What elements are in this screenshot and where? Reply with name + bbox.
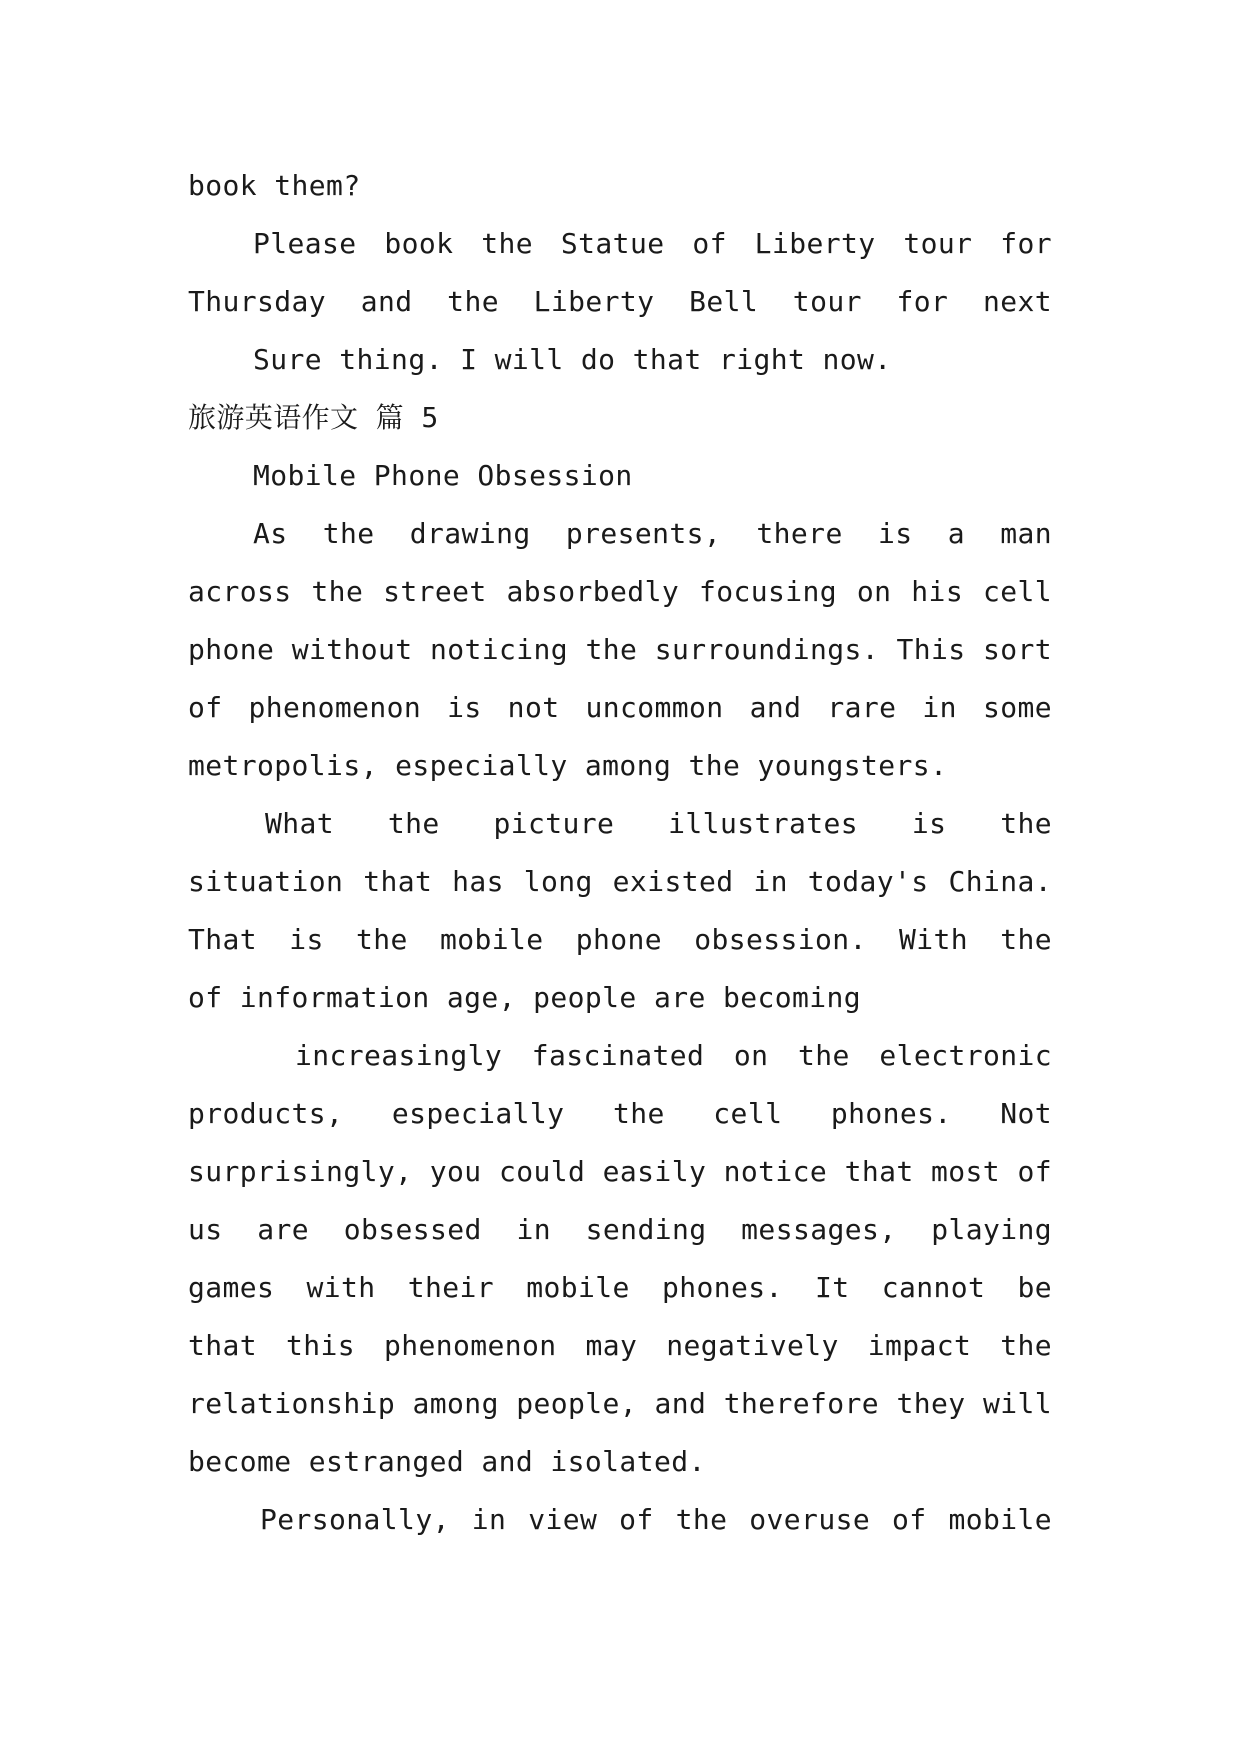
text-line: phone without noticing the surroundings. This sort: [188, 633, 1052, 666]
text-line: that this phenomenon may negatively impact the: [188, 1329, 1052, 1362]
essay-title: Mobile Phone Obsession: [253, 459, 633, 492]
section-heading: 旅游英语作文 篇 5: [188, 401, 439, 434]
text-line: increasingly fascinated on the electronic: [295, 1039, 1052, 1072]
text-line: become estranged and isolated.: [188, 1445, 706, 1478]
text-line: Thursday and the Liberty Bell tour for next: [188, 285, 1052, 318]
text-line: games with their mobile phones. It cannot be: [188, 1271, 1052, 1304]
text-line: of phenomenon is not uncommon and rare in some: [188, 691, 1052, 724]
text-line: across the street absorbedly focusing on his cell: [188, 575, 1052, 608]
text-line: products, especially the cell phones. Not: [188, 1097, 1052, 1130]
text-line: surprisingly, you could easily notice that most of: [188, 1155, 1052, 1188]
text-line: relationship among people, and therefore they will: [188, 1387, 1052, 1420]
text-line: of information age, people are becoming: [188, 981, 862, 1014]
text-line: Sure thing. I will do that right now.: [253, 343, 892, 376]
text-line: situation that has long existed in today's China.: [188, 865, 1052, 898]
text-line: Please book the Statue of Liberty tour for: [253, 227, 1052, 260]
text-line: Personally, in view of the overuse of mobile: [260, 1503, 1052, 1536]
text-line: us are obsessed in sending messages, playing: [188, 1213, 1052, 1246]
text-line: That is the mobile phone obsession. With the: [188, 923, 1052, 956]
text-line: book them?: [188, 169, 361, 202]
text-line: As the drawing presents, there is a man: [253, 517, 1052, 550]
text-line: metropolis, especially among the youngsters.: [188, 749, 948, 782]
text-line: What the picture illustrates is the: [265, 807, 1052, 840]
